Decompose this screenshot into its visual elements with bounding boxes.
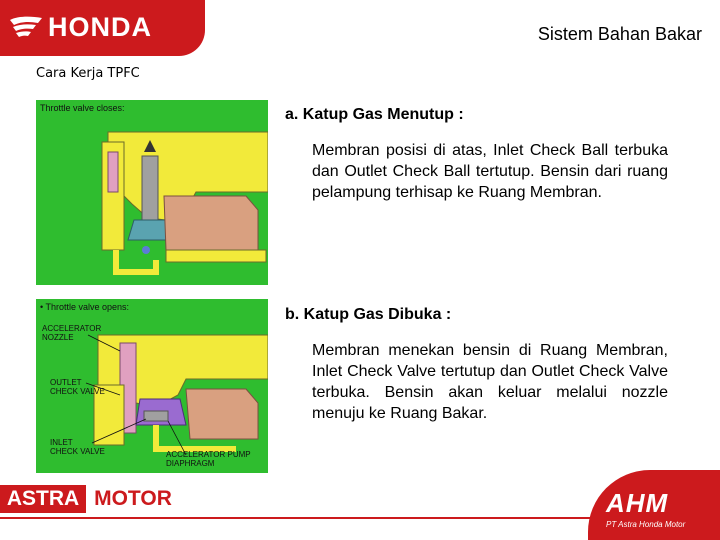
label-outlet-check-valve-2: CHECK VALVE bbox=[50, 387, 105, 396]
honda-wordmark: HONDA bbox=[48, 12, 152, 42]
carburetor-diagram-closed bbox=[36, 100, 268, 285]
diagram-caption: • Throttle valve opens: bbox=[40, 302, 130, 312]
ahm-logo bbox=[588, 470, 720, 540]
astra-logo-left: ASTRA bbox=[0, 485, 86, 513]
label-inlet-check-valve-2: CHECK VALVE bbox=[50, 447, 105, 456]
label-accelerator-nozzle-2: NOZZLE bbox=[42, 333, 74, 342]
label-accelerator-pump-2: DIAPHRAGM bbox=[166, 459, 215, 468]
section-b-title: b. Katup Gas Dibuka : bbox=[285, 306, 452, 323]
section-b-body: Membran menekan bensin di Ruang Membran, Inlet Check Valve tertutup dan Outlet Check Valve terbuka. Bensin akan keluar melalui nozzle menuju ke Ruang Bakar. bbox=[312, 342, 668, 422]
carburetor-diagram-open bbox=[36, 299, 268, 473]
ahm-wordmark: AHM bbox=[606, 488, 669, 518]
header bbox=[0, 0, 720, 58]
label-inlet-check-valve-1: INLET bbox=[50, 438, 73, 447]
label-outlet-check-valve-1: OUTLET bbox=[50, 378, 82, 387]
diagram-caption: Throttle valve closes: bbox=[40, 103, 125, 113]
ahm-company-name: PT Astra Honda Motor bbox=[606, 520, 686, 529]
slide-subtitle: Cara Kerja TPFC bbox=[36, 66, 140, 81]
honda-wing-icon bbox=[8, 14, 44, 42]
label-accelerator-nozzle-1: ACCELERATOR bbox=[42, 324, 102, 333]
astra-logo-right: MOTOR bbox=[94, 487, 172, 510]
label-accelerator-pump-1: ACCELERATOR PUMP bbox=[166, 450, 251, 459]
diagram-throttle-open bbox=[36, 299, 268, 473]
honda-logo bbox=[0, 0, 205, 56]
section-a-title: a. Katup Gas Menutup : bbox=[285, 106, 464, 123]
section-a-body: Membran posisi di atas, Inlet Check Ball terbuka dan Outlet Check Ball tertutup. Bensin dari ruang pelampung terhisap ke Ruang Membran. bbox=[312, 142, 668, 201]
astra-motor-logo bbox=[0, 485, 178, 515]
diagram-throttle-closed bbox=[36, 100, 268, 285]
page-title: Sistem Bahan Bakar bbox=[537, 24, 702, 44]
